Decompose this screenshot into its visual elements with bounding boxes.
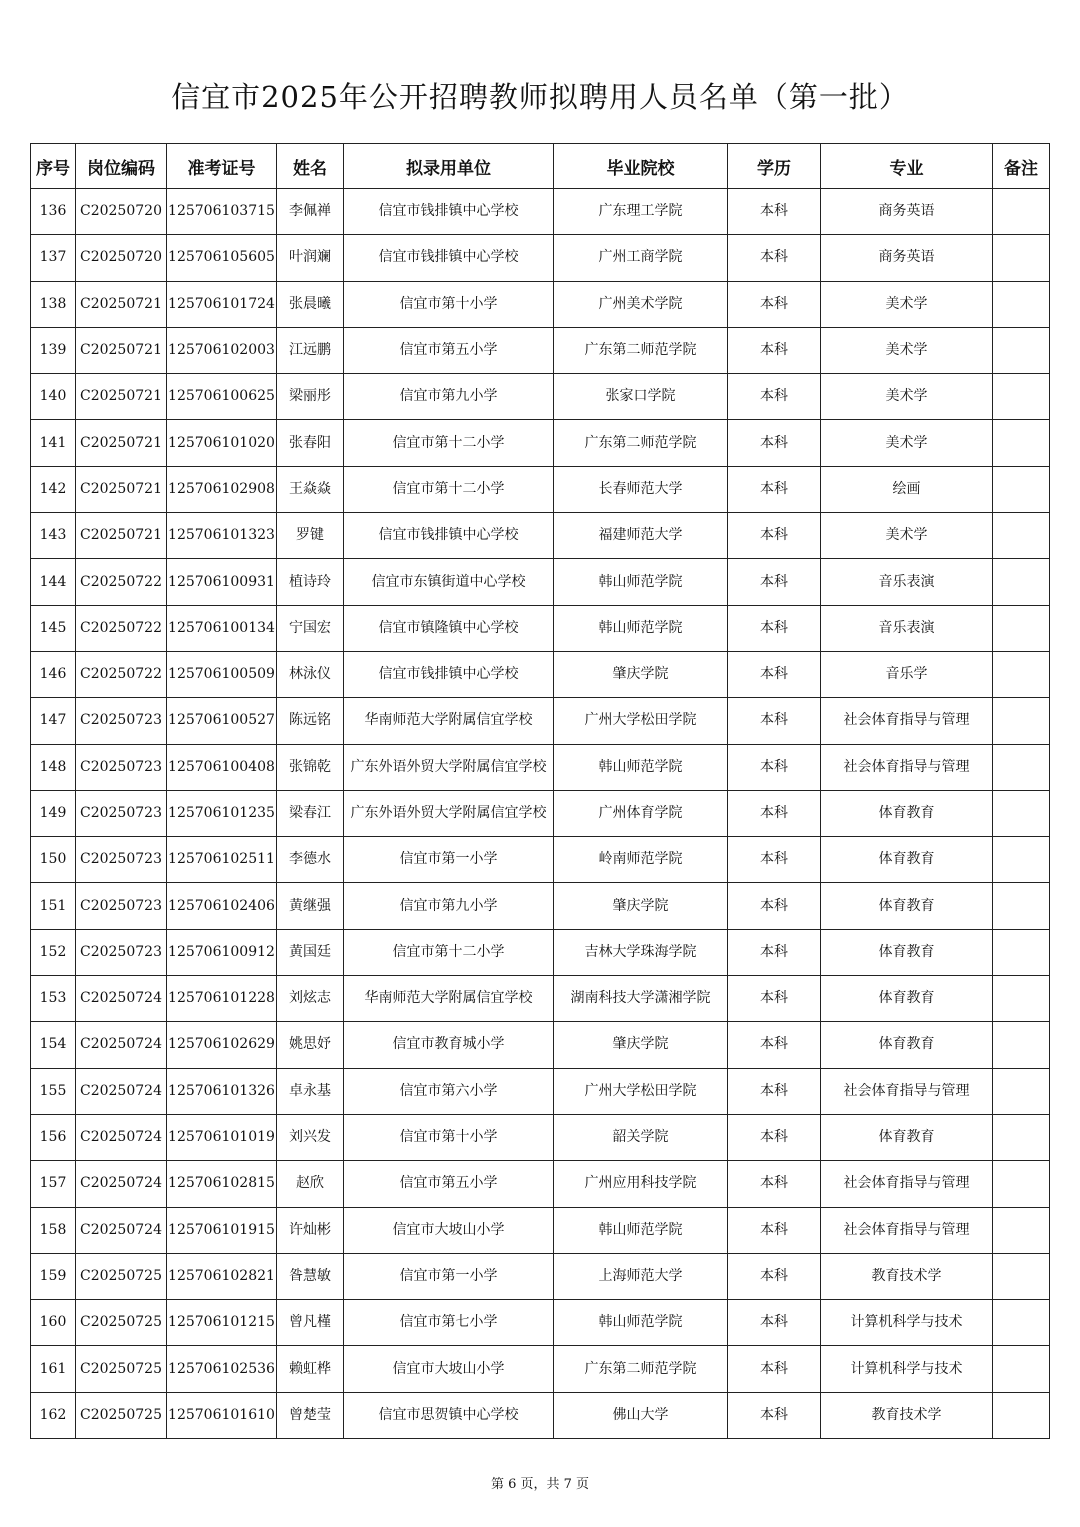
remark-cell [993,466,1050,512]
education-cell: 本科 [728,790,821,836]
school-cell: 韩山师范学院 [554,559,728,605]
major-cell: 美术学 [821,513,993,559]
col-unit-header: 拟录用单位 [344,144,554,189]
post-code-cell: C20250725 [76,1346,167,1392]
seq-cell: 147 [31,698,76,744]
col-major-header: 专业 [821,144,993,189]
remark-cell [993,374,1050,420]
exam-number-cell: 125706101610 [167,1392,277,1438]
post-code-cell: C20250721 [76,466,167,512]
exam-number-cell: 125706100912 [167,929,277,975]
school-cell: 福建师范大学 [554,513,728,559]
table-row [31,1114,1050,1160]
school-cell: 长春师范大学 [554,466,728,512]
seq-cell: 157 [31,1161,76,1207]
school-cell: 肇庆学院 [554,883,728,929]
post-code-cell: C20250721 [76,281,167,327]
major-cell: 商务英语 [821,235,993,281]
post-code-cell: C20250723 [76,929,167,975]
unit-cell: 信宜市第一小学 [344,1253,554,1299]
major-cell: 教育技术学 [821,1392,993,1438]
education-cell: 本科 [728,883,821,929]
remark-cell [993,1253,1050,1299]
school-cell: 肇庆学院 [554,1022,728,1068]
seq-cell: 140 [31,374,76,420]
school-cell: 张家口学院 [554,374,728,420]
education-cell: 本科 [728,559,821,605]
col-seq-header: 序号 [31,144,76,189]
major-cell: 教育技术学 [821,1253,993,1299]
remark-cell [993,559,1050,605]
remark-cell [993,1300,1050,1346]
major-cell: 体育教育 [821,929,993,975]
seq-cell: 151 [31,883,76,929]
exam-number-cell: 125706101020 [167,420,277,466]
name-cell: 黄继强 [277,883,344,929]
table-row [31,883,1050,929]
unit-cell: 信宜市教育城小学 [344,1022,554,1068]
school-cell: 上海师范大学 [554,1253,728,1299]
post-code-cell: C20250725 [76,1253,167,1299]
remark-cell [993,929,1050,975]
remark-cell [993,420,1050,466]
major-cell: 音乐表演 [821,605,993,651]
school-cell: 广东第二师范学院 [554,1346,728,1392]
major-cell: 社会体育指导与管理 [821,1161,993,1207]
school-cell: 吉林大学珠海学院 [554,929,728,975]
post-code-cell: C20250724 [76,1161,167,1207]
seq-cell: 141 [31,420,76,466]
exam-number-cell: 125706102815 [167,1161,277,1207]
seq-cell: 155 [31,1068,76,1114]
education-cell: 本科 [728,420,821,466]
name-cell: 林泳仪 [277,651,344,697]
exam-number-cell: 125706100625 [167,374,277,420]
post-code-cell: C20250723 [76,837,167,883]
education-cell: 本科 [728,1346,821,1392]
remark-cell [993,744,1050,790]
name-cell: 卓永基 [277,1068,344,1114]
post-code-cell: C20250722 [76,605,167,651]
major-cell: 社会体育指导与管理 [821,1068,993,1114]
col-exam-number-header: 准考证号 [167,144,277,189]
table-row [31,1161,1050,1207]
post-code-cell: C20250721 [76,374,167,420]
education-cell: 本科 [728,1114,821,1160]
unit-cell: 信宜市思贺镇中心学校 [344,1392,554,1438]
post-code-cell: C20250723 [76,698,167,744]
seq-cell: 154 [31,1022,76,1068]
post-code-cell: C20250723 [76,790,167,836]
table-row [31,1022,1050,1068]
unit-cell: 信宜市钱排镇中心学校 [344,513,554,559]
exam-number-cell: 125706102908 [167,466,277,512]
remark-cell [993,189,1050,235]
table-row [31,1068,1050,1114]
unit-cell: 信宜市第十小学 [344,281,554,327]
table-row [31,790,1050,836]
col-name-header: 姓名 [277,144,344,189]
name-cell: 宁国宏 [277,605,344,651]
name-cell: 张春阳 [277,420,344,466]
table-row [31,605,1050,651]
name-cell: 刘兴发 [277,1114,344,1160]
seq-cell: 148 [31,744,76,790]
table-row [31,235,1050,281]
education-cell: 本科 [728,1068,821,1114]
post-code-cell: C20250721 [76,327,167,373]
table-row [31,1253,1050,1299]
major-cell: 体育教育 [821,1022,993,1068]
table-row [31,559,1050,605]
table-body [31,189,1050,1439]
remark-cell [993,790,1050,836]
school-cell: 韩山师范学院 [554,1300,728,1346]
school-cell: 广州大学松田学院 [554,1068,728,1114]
major-cell: 体育教育 [821,837,993,883]
unit-cell: 信宜市第五小学 [344,327,554,373]
table-row [31,466,1050,512]
table-row [31,1207,1050,1253]
seq-cell: 156 [31,1114,76,1160]
exam-number-cell: 125706105605 [167,235,277,281]
name-cell: 植诗玲 [277,559,344,605]
exam-number-cell: 125706101326 [167,1068,277,1114]
remark-cell [993,1346,1050,1392]
education-cell: 本科 [728,1207,821,1253]
major-cell: 社会体育指导与管理 [821,1207,993,1253]
major-cell: 商务英语 [821,189,993,235]
major-cell: 社会体育指导与管理 [821,744,993,790]
remark-cell [993,235,1050,281]
education-cell: 本科 [728,235,821,281]
seq-cell: 159 [31,1253,76,1299]
post-code-cell: C20250724 [76,1207,167,1253]
table-row [31,1392,1050,1438]
post-code-cell: C20250724 [76,1114,167,1160]
seq-cell: 160 [31,1300,76,1346]
remark-cell [993,976,1050,1022]
name-cell: 黄国廷 [277,929,344,975]
post-code-cell: C20250720 [76,235,167,281]
remark-cell [993,1161,1050,1207]
seq-cell: 162 [31,1392,76,1438]
name-cell: 李佩禅 [277,189,344,235]
major-cell: 美术学 [821,374,993,420]
name-cell: 李德水 [277,837,344,883]
remark-cell [993,1068,1050,1114]
unit-cell: 信宜市钱排镇中心学校 [344,189,554,235]
col-post-code-header: 岗位编码 [76,144,167,189]
remark-cell [993,698,1050,744]
name-cell: 赵欣 [277,1161,344,1207]
exam-number-cell: 125706101915 [167,1207,277,1253]
col-education-header: 学历 [728,144,821,189]
seq-cell: 138 [31,281,76,327]
seq-cell: 149 [31,790,76,836]
school-cell: 韶关学院 [554,1114,728,1160]
seq-cell: 136 [31,189,76,235]
school-cell: 韩山师范学院 [554,744,728,790]
name-cell: 刘炫志 [277,976,344,1022]
school-cell: 广州应用科技学院 [554,1161,728,1207]
post-code-cell: C20250721 [76,513,167,559]
education-cell: 本科 [728,929,821,975]
remark-cell [993,1114,1050,1160]
education-cell: 本科 [728,837,821,883]
exam-number-cell: 125706101019 [167,1114,277,1160]
post-code-cell: C20250722 [76,651,167,697]
remark-cell [993,651,1050,697]
unit-cell: 信宜市第一小学 [344,837,554,883]
name-cell: 曾凡槿 [277,1300,344,1346]
table-row [31,929,1050,975]
exam-number-cell: 125706101323 [167,513,277,559]
education-cell: 本科 [728,466,821,512]
exam-number-cell: 125706100931 [167,559,277,605]
major-cell: 社会体育指导与管理 [821,698,993,744]
unit-cell: 信宜市钱排镇中心学校 [344,235,554,281]
unit-cell: 信宜市第十二小学 [344,420,554,466]
remark-cell [993,1207,1050,1253]
remark-cell [993,1022,1050,1068]
school-cell: 广东第二师范学院 [554,327,728,373]
major-cell: 体育教育 [821,1114,993,1160]
education-cell: 本科 [728,651,821,697]
remark-cell [993,327,1050,373]
table-row [31,1300,1050,1346]
exam-number-cell: 125706103715 [167,189,277,235]
unit-cell: 广东外语外贸大学附属信宜学校 [344,744,554,790]
major-cell: 绘画 [821,466,993,512]
seq-cell: 161 [31,1346,76,1392]
school-cell: 广州大学松田学院 [554,698,728,744]
exam-number-cell: 125706100509 [167,651,277,697]
exam-number-cell: 125706101228 [167,976,277,1022]
school-cell: 岭南师范学院 [554,837,728,883]
seq-cell: 145 [31,605,76,651]
col-school-header: 毕业院校 [554,144,728,189]
exam-number-cell: 125706101235 [167,790,277,836]
seq-cell: 146 [31,651,76,697]
unit-cell: 华南师范大学附属信宜学校 [344,976,554,1022]
unit-cell: 信宜市东镇街道中心学校 [344,559,554,605]
education-cell: 本科 [728,327,821,373]
name-cell: 昝慧敏 [277,1253,344,1299]
school-cell: 广东第二师范学院 [554,420,728,466]
remark-cell [993,1392,1050,1438]
education-cell: 本科 [728,189,821,235]
name-cell: 许灿彬 [277,1207,344,1253]
exam-number-cell: 125706102821 [167,1253,277,1299]
exam-number-cell: 125706101215 [167,1300,277,1346]
remark-cell [993,837,1050,883]
unit-cell: 信宜市第十小学 [344,1114,554,1160]
exam-number-cell: 125706100527 [167,698,277,744]
remark-cell [993,281,1050,327]
major-cell: 计算机科学与技术 [821,1346,993,1392]
exam-number-cell: 125706102629 [167,1022,277,1068]
major-cell: 美术学 [821,420,993,466]
unit-cell: 信宜市第九小学 [344,883,554,929]
table-row [31,374,1050,420]
unit-cell: 信宜市第十二小学 [344,466,554,512]
major-cell: 计算机科学与技术 [821,1300,993,1346]
exam-number-cell: 125706101724 [167,281,277,327]
seq-cell: 139 [31,327,76,373]
unit-cell: 信宜市第十二小学 [344,929,554,975]
unit-cell: 信宜市第九小学 [344,374,554,420]
roster-table [30,143,1050,1439]
major-cell: 体育教育 [821,976,993,1022]
table-row [31,1346,1050,1392]
post-code-cell: C20250724 [76,976,167,1022]
school-cell: 广州体育学院 [554,790,728,836]
table-row [31,327,1050,373]
table-row [31,744,1050,790]
exam-number-cell: 125706100408 [167,744,277,790]
seq-cell: 143 [31,513,76,559]
education-cell: 本科 [728,1022,821,1068]
school-cell: 韩山师范学院 [554,1207,728,1253]
unit-cell: 信宜市大坡山小学 [344,1207,554,1253]
education-cell: 本科 [728,1161,821,1207]
unit-cell: 信宜市大坡山小学 [344,1346,554,1392]
name-cell: 梁春江 [277,790,344,836]
education-cell: 本科 [728,1253,821,1299]
education-cell: 本科 [728,374,821,420]
unit-cell: 华南师范大学附属信宜学校 [344,698,554,744]
remark-cell [993,605,1050,651]
name-cell: 王焱焱 [277,466,344,512]
education-cell: 本科 [728,976,821,1022]
school-cell: 广州美术学院 [554,281,728,327]
seq-cell: 150 [31,837,76,883]
major-cell: 美术学 [821,281,993,327]
exam-number-cell: 125706102536 [167,1346,277,1392]
name-cell: 陈远铭 [277,698,344,744]
post-code-cell: C20250725 [76,1392,167,1438]
exam-number-cell: 125706102511 [167,837,277,883]
name-cell: 叶润斓 [277,235,344,281]
education-cell: 本科 [728,281,821,327]
seq-cell: 153 [31,976,76,1022]
school-cell: 湖南科技大学潇湘学院 [554,976,728,1022]
unit-cell: 信宜市钱排镇中心学校 [344,651,554,697]
major-cell: 体育教育 [821,883,993,929]
name-cell: 曾楚莹 [277,1392,344,1438]
table-row [31,837,1050,883]
table-row [31,698,1050,744]
post-code-cell: C20250720 [76,189,167,235]
name-cell: 姚思妤 [277,1022,344,1068]
name-cell: 赖虹桦 [277,1346,344,1392]
exam-number-cell: 125706100134 [167,605,277,651]
post-code-cell: C20250724 [76,1022,167,1068]
unit-cell: 信宜市第五小学 [344,1161,554,1207]
post-code-cell: C20250723 [76,744,167,790]
post-code-cell: C20250723 [76,883,167,929]
remark-cell [993,883,1050,929]
school-cell: 广东理工学院 [554,189,728,235]
seq-cell: 144 [31,559,76,605]
exam-number-cell: 125706102003 [167,327,277,373]
page-title: 信宜市2025年公开招聘教师拟聘用人员名单（第一批） [171,80,909,114]
table-row [31,281,1050,327]
table-row [31,976,1050,1022]
post-code-cell: C20250724 [76,1068,167,1114]
education-cell: 本科 [728,1392,821,1438]
name-cell: 张晨曦 [277,281,344,327]
education-cell: 本科 [728,605,821,651]
table-row [31,513,1050,559]
education-cell: 本科 [728,698,821,744]
school-cell: 广州工商学院 [554,235,728,281]
seq-cell: 152 [31,929,76,975]
post-code-cell: C20250721 [76,420,167,466]
seq-cell: 137 [31,235,76,281]
unit-cell: 信宜市第七小学 [344,1300,554,1346]
school-cell: 佛山大学 [554,1392,728,1438]
table-row [31,651,1050,697]
education-cell: 本科 [728,744,821,790]
unit-cell: 广东外语外贸大学附属信宜学校 [344,790,554,836]
col-remark-header: 备注 [993,144,1050,189]
major-cell: 音乐表演 [821,559,993,605]
education-cell: 本科 [728,513,821,559]
header-row [31,144,1050,189]
page-footer: 第 6 页，共 7 页 [490,1477,590,1492]
post-code-cell: C20250725 [76,1300,167,1346]
education-cell: 本科 [728,1300,821,1346]
name-cell: 梁丽彤 [277,374,344,420]
unit-cell: 信宜市镇隆镇中心学校 [344,605,554,651]
school-cell: 肇庆学院 [554,651,728,697]
school-cell: 韩山师范学院 [554,605,728,651]
name-cell: 江远鹏 [277,327,344,373]
major-cell: 美术学 [821,327,993,373]
seq-cell: 158 [31,1207,76,1253]
exam-number-cell: 125706102406 [167,883,277,929]
unit-cell: 信宜市第六小学 [344,1068,554,1114]
remark-cell [993,513,1050,559]
major-cell: 音乐学 [821,651,993,697]
table-row [31,420,1050,466]
post-code-cell: C20250722 [76,559,167,605]
seq-cell: 142 [31,466,76,512]
name-cell: 罗键 [277,513,344,559]
major-cell: 体育教育 [821,790,993,836]
name-cell: 张锦乾 [277,744,344,790]
table-row [31,189,1050,235]
